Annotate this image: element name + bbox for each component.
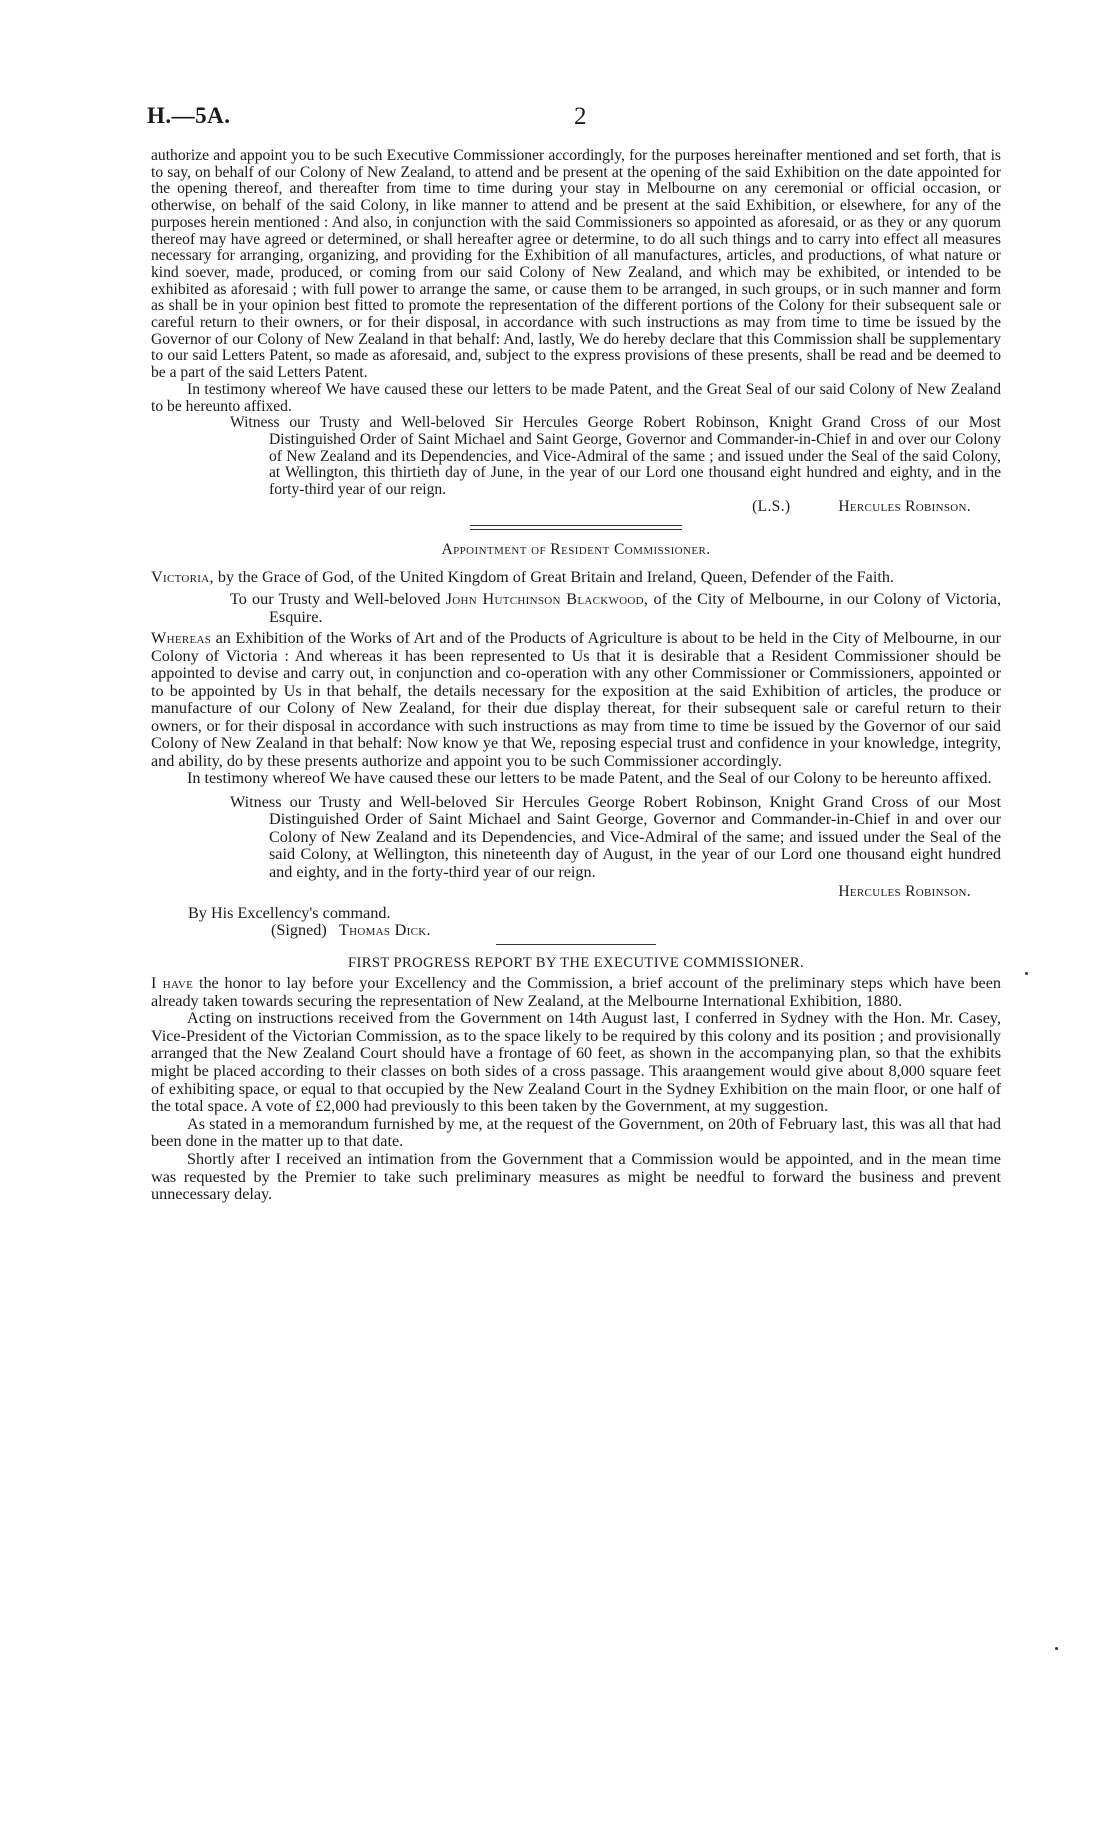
signature-line	[151, 499, 1001, 516]
signed-name: Thomas Dick.	[338, 920, 431, 939]
section-divider	[151, 525, 1001, 530]
testimony-paragraph: In testimony whereof We have caused these our letters to be made Patent, and the Seal of our Colony to be hereunto affixed.	[187, 769, 992, 788]
single-rule	[496, 944, 656, 945]
report-paragraph: Shortly after I received an intimation from the Government that a Commission would be appointed, and in the mean time was requested by the Premier to take such preliminary measures as might be needful to forward the business and prevent unnecessary delay.	[151, 1149, 1001, 1204]
signed-label: (Signed)	[271, 920, 327, 939]
text-column	[151, 148, 1001, 1204]
double-rule	[470, 525, 682, 530]
witness-paragraph: Witness our Trusty and Well-beloved Sir Hercules George Robert Robinson, Knight Grand Cross of our Most Distinguished Order of Saint Michael and Saint George, Governor and Commander-in-Chief in and over our Colony of New Zealand and its Dependencies, and Vice-Admiral of the same ; and issued under the Seal of the said Colony, at Wellington, this thirtieth day of June, in the year of our Lord one thousand eight hundred and eighty, and in the forty-third year of our reign.	[230, 414, 1001, 499]
address-lead: To our Trusty and Well-beloved	[230, 590, 441, 609]
signature: Hercules Robinson.	[838, 497, 971, 515]
signed-line	[271, 922, 1001, 939]
addressee-name: John Hutchinson Blackwood,	[445, 590, 649, 609]
report-paragraph: Acting on instructions received from the Government on 14th August last, I conferred in Sydney with the Hon. Mr. Casey, Vice-President of the Victorian Commission, as to the space likely to be required by this colony and its position ; and provisionally arranged that the New Zealand Court should have a frontage of 60 feet, as shown in the accompanying plan, so that the exhibits might be placed according to their classes on both sides of a cross passage. This araangement would give about 8,000 square feet of exhibiting space, or equal to that occupied by the New Zealand Court in the Sydney Exhibition on the main floor, or one half of the total space. A vote of £2,000 had previously to this been taken by the Government, at my suggestion.	[151, 1009, 1001, 1116]
by-command-line: By His Excellency's command.	[188, 903, 391, 922]
testimony-paragraph: In testimony whereof We have caused these our letters to be made Patent, and the Great Seal of our said Colony of New Zealand to be hereunto affixed.	[151, 380, 1001, 415]
section-divider	[151, 944, 1001, 945]
margin-mark	[1025, 972, 1028, 975]
whereas-paragraph	[151, 630, 1001, 770]
page-number: 2	[574, 103, 587, 130]
preamble-text: by the Grace of God, of the United Kingdom of Great Britain and Ireland, Queen, Defender of the Faith.	[217, 568, 894, 587]
report-paragraph	[151, 975, 1001, 1010]
preamble-paragraph	[151, 568, 1001, 586]
document-reference: H.—5A.	[147, 103, 231, 128]
whereas-text: an Exhibition of the Works of Art and of the Products of Agriculture is about to be held in the City of Melbourne, in our Colony of Victoria : And whereas it has been represented to Us that it is desirable that a Resident Commissioner should be appointed to devise and carry out, in conjunction and co-operation with any other Commissioner or Commissioners, appointed or to be appointed by Us in that behalf, the details necessary for the exposition at the said Exhibition of articles, the produce or manufacture of our Colony of New Zealand, for their due display thereat, for their subsequent sale or careful return to their owners, or for their disposal in accordance with such instructions as may from time to time be issued by the Governor of our said Colony of New Zealand in that behalf: Now know ye that We, reposing especial trust and confidence in your knowledge, integrity, and ability, do by these presents authorize and appoint you to be such Commissioner accordingly.	[151, 629, 1002, 770]
whereas-lead: Whereas	[151, 629, 212, 648]
commission-body-paragraph: authorize and appoint you to be such Executive Commissioner accordingly, for the purposes hereinafter mentioned and set forth, that is to say, on behalf of our Colony of New Zealand, to attend and be present at the opening of the said Exhibition on the date appointed for the opening thereof, and thereafter from time to time during your stay in Melbourne on any ceremonial or official occasion, or otherwise, on behalf of the said Colony, in like manner to attend and be present at the said Exhibition, or elsewhere, for any of the purposes herein mentioned : And also, in conjunction with the said Commissioners so appointed as aforesaid, or as they or any quorum thereof may have agreed or determined, or shall hereafter agree or determine, to do all such things and to carry into effect all measures necessary for arranging, organizing, and providing for the Exhibition of all manufactures, articles, and productions, of what nature or kind soever, made, produced, or coming from our said Colony of New Zealand, and which may be exhibited, or intended to be exhibited as aforesaid ; with full power to arrange the same, or cause them to be arranged, in such groups, or in such manner and form as shall be in your opinion best fitted to promote the representation of the different portions of the Colony for their subsequent sale or careful return to their owners, or for their disposal, in accordance with such instructions as may from time to time be issued by the Governor of our Colony of New Zealand in that behalf: And, lastly, We do hereby declare that this Commission shall be supplementary to our said Letters Patent, so made as aforesaid, and, subject to the express provisions of these presents, shall be read and be deemed to be a part of the said Letters Patent.	[151, 147, 1001, 382]
report-paragraph: As stated in a memorandum furnished by me, at the request of the Government, on 20th of February last, this was all that had been done in the matter up to that date.	[151, 1114, 1001, 1151]
report-title: FIRST PROGRESS REPORT BY THE EXECUTIVE COMMISSIONER.	[347, 955, 805, 972]
report-lead: I have	[151, 973, 194, 992]
report-text: the honor to lay before your Excellency and the Commission, a brief account of the preliminary steps which have been already taken towards securing the representation of New Zealand, at the Melbourne International Exhibition, 1880.	[151, 973, 1002, 1010]
preamble-lead: Victoria,	[151, 568, 214, 587]
address-paragraph	[230, 590, 1001, 626]
address-rest: of the City of Melbourne, in our Colony of Victoria, Esquire.	[269, 590, 1002, 627]
seal-mark: (L.S.)	[752, 497, 791, 515]
margin-mark	[1055, 1647, 1058, 1650]
section-title: Appointment of Resident Commissioner.	[441, 541, 711, 559]
witness-paragraph: Witness our Trusty and Well-beloved Sir Hercules George Robert Robinson, Knight Grand Cross of our Most Distinguished Order of Saint Michael and Saint George, Governor and Commander-in-Chief in and over our Colony of New Zealand and its Dependencies, and Vice-Admiral of the same; and issued under the Seal of the said Colony, at Wellington, this nineteenth day of August, in the year of our Lord one thousand eight hundred and eighty, and in the forty-third year of our reign.	[230, 792, 1001, 881]
signature: Hercules Robinson.	[838, 883, 971, 901]
